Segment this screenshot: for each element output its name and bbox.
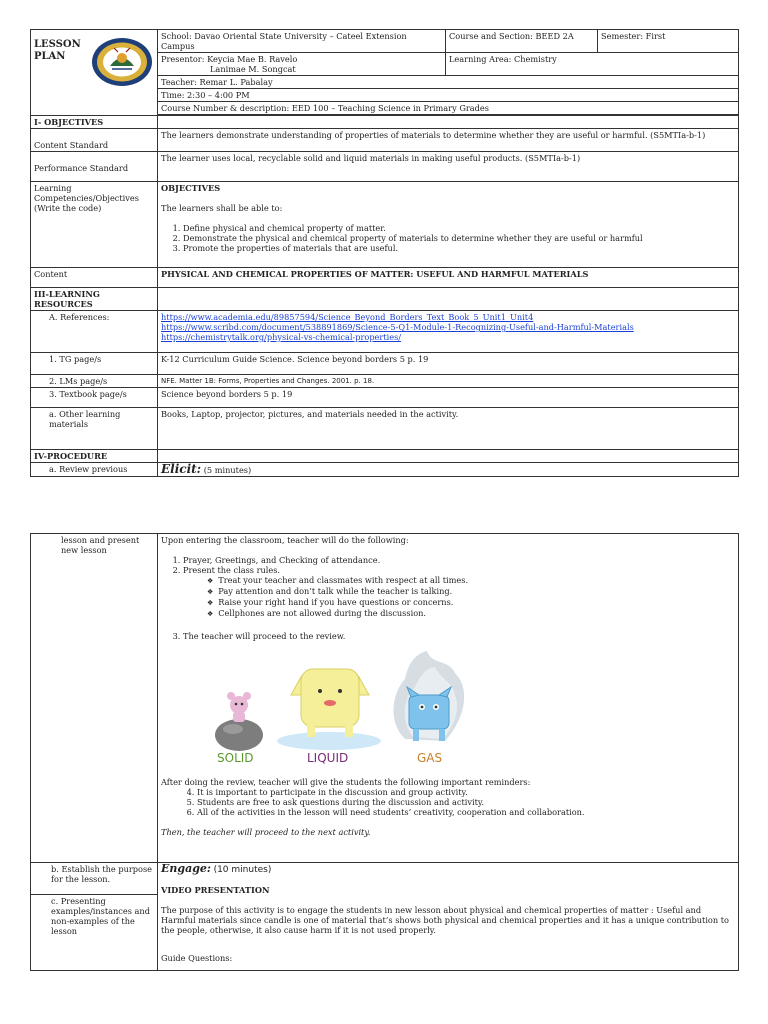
intro-text: Upon entering the classroom, teacher will do the following: — [161, 535, 409, 545]
engage-text: The purpose of this activity is to engage the students in new lesson about physical and chemical properties of matter : Useful and Harmful materials since candle is one of material that’s shows both physical and chemical properties and it has a unique contribution to the people, otherwise, it also cause harm if it is not used properly. — [161, 905, 729, 935]
university-seal-icon — [88, 36, 156, 88]
procedure-header-blank — [158, 450, 739, 463]
list-item: 3. The teacher will proceed to the review. — [183, 631, 735, 641]
video-title: VIDEO PRESENTATION — [161, 885, 270, 895]
competencies-title: OBJECTIVES — [161, 183, 221, 193]
reference-link-1[interactable]: https://www.academia.edu/89857594/Science_Beyond_Borders_Text_Book_5_Unit1_Unit4 — [161, 312, 534, 322]
reference-link-2[interactable]: https://www.scribd.com/document/538891869/Science-5-Q1-Module-1-Recognizing-Useful-and-Harmful-Materials — [161, 322, 634, 332]
gas-label: GAS — [417, 751, 443, 765]
reference-link-3[interactable]: https://chemistrytalk.org/physical-vs-chemical-properties/ — [161, 332, 402, 342]
references-cell — [158, 311, 739, 353]
school-cell: School: Davao Oriental State University – Cateel Extension Campus — [158, 30, 446, 53]
lesson-title-line2: PLAN — [34, 51, 66, 62]
liquid-label: LIQUID — [307, 751, 349, 765]
lm-text: NFE. Matter 1B: Forms, Properties and Changes. 2001. p. 18. — [158, 375, 739, 388]
class-rules-list — [161, 575, 735, 619]
steps-list — [161, 555, 735, 575]
learning-area-cell: Learning Area: Chemistry — [446, 53, 739, 76]
learning-resources-header: III-LEARNING RESOURCES — [31, 288, 158, 311]
content-label: Content — [31, 268, 158, 288]
then-text: Then, the teacher will proceed to the next activity. — [161, 827, 371, 837]
teacher-cell: Teacher: Remar L. Pabalay — [158, 76, 739, 89]
performance-standard-label: Performance Standard — [31, 152, 158, 182]
content-text: PHYSICAL AND CHEMICAL PROPERTIES OF MATTER: USEFUL AND HARMFUL MATERIALS — [158, 268, 739, 288]
lesson-title-line1: LESSON — [34, 39, 81, 50]
competencies-list — [161, 223, 735, 253]
textbook-label: 3. Textbook page/s — [31, 388, 158, 408]
tg-text: K-12 Curriculum Guide Science. Science beyond borders 5 p. 19 — [158, 353, 739, 375]
other-materials-text: Books, Laptop, projector, pictures, and materials needed in the activity. — [158, 408, 739, 450]
review-label-a: a. Review previous — [31, 463, 158, 477]
list-item: 2. Present the class rules. — [183, 565, 735, 575]
presentor-cell — [158, 53, 446, 76]
list-item: 1. Define physical and chemical property of matter. — [183, 223, 735, 233]
time-cell: Time: 2:30 – 4:00 PM — [158, 89, 739, 102]
elicit-title: Elicit: — [161, 462, 202, 476]
elicit-time: (5 minutes) — [203, 465, 252, 475]
learning-resources-blank — [158, 288, 739, 311]
reminders-list — [161, 787, 735, 817]
performance-standard-text: The learner uses local, recyclable solid and liquid materials in making useful products. (S5MTIa-b-1) — [158, 152, 739, 182]
list-item: 3. Promote the properties of materials that are useful. — [183, 243, 735, 253]
engage-cell — [158, 863, 739, 971]
lm-label: 2. LMs page/s — [31, 375, 158, 388]
lesson-plan-table-page2 — [30, 533, 739, 971]
list-item: 2. Demonstrate the physical and chemical property of materials to determine whether they are useful or harmful — [183, 233, 735, 243]
list-item: 1. Prayer, Greetings, and Checking of attendance. — [183, 555, 735, 565]
solid-label: SOLID — [217, 751, 254, 765]
list-item: 4. It is important to participate in the discussion and group activity. — [197, 787, 735, 797]
reminders-intro: After doing the review, teacher will give the students the following important reminders: — [161, 777, 531, 787]
competencies-label: Learning Competencies/Objectives (Write the code) — [31, 182, 158, 268]
elicit-cell — [158, 463, 739, 477]
lesson-plan-table-page1 — [30, 29, 739, 477]
engage-title: Engage: — [161, 862, 211, 875]
list-item: 5. Students are free to ask questions during the discussion and activity. — [197, 797, 735, 807]
step3-list — [161, 631, 735, 641]
objectives-header: I- OBJECTIVES — [31, 116, 158, 129]
course-number-cell: Course Number & description: EED 100 – Teaching Science in Primary Grades — [158, 102, 739, 115]
list-item: 6. All of the activities in the lesson will need students’ creativity, cooperation and collaboration. — [197, 807, 735, 817]
establish-label: b. Establish the purpose for the lesson. — [31, 863, 158, 895]
semester-cell: Semester: First — [598, 30, 739, 53]
competencies-intro: The learners shall be able to: — [161, 203, 283, 213]
procedure-header: IV-PROCEDURE — [31, 450, 158, 463]
tg-label: 1. TG page/s — [31, 353, 158, 375]
competencies-cell — [158, 182, 739, 268]
list-item: ❖ Treat your teacher and classmates with respect at all times. — [207, 575, 735, 586]
elicit-body-cell — [158, 534, 739, 863]
presentor-line2: Lanimae M. Songcat — [210, 64, 296, 74]
references-label: A. References: — [31, 311, 158, 353]
textbook-text: Science beyond borders 5 p. 19 — [158, 388, 739, 408]
content-standard-text: The learners demonstrate understanding of properties of materials to determine whether they are useful or harmful. (S5MTIa-b-1) — [158, 129, 739, 152]
presenting-label: c. Presenting examples/instances and non-examples of the lesson — [31, 895, 158, 971]
content-standard-label: Content Standard — [31, 129, 158, 152]
list-item: ❖ Raise your right hand if you have questions or concerns. — [207, 597, 735, 608]
list-item: ❖ Cellphones are not allowed during the discussion. — [207, 608, 735, 619]
review-label-b: lesson and present new lesson — [31, 534, 158, 863]
objectives-header-blank — [158, 116, 739, 129]
other-materials-label: a. Other learning materials — [31, 408, 158, 450]
engage-time: (10 minutes) — [213, 865, 272, 875]
list-item: ❖ Pay attention and don’t talk while the teacher is talking. — [207, 586, 735, 597]
guide-questions: Guide Questions: — [161, 953, 233, 963]
states-of-matter-illustration — [209, 649, 469, 769]
states-of-matter-graphic — [209, 649, 469, 753]
presentor-line1: Presentor: Keycia Mae B. Ravelo — [161, 54, 298, 64]
course-section-cell: Course and Section: BEED 2A — [446, 30, 598, 53]
